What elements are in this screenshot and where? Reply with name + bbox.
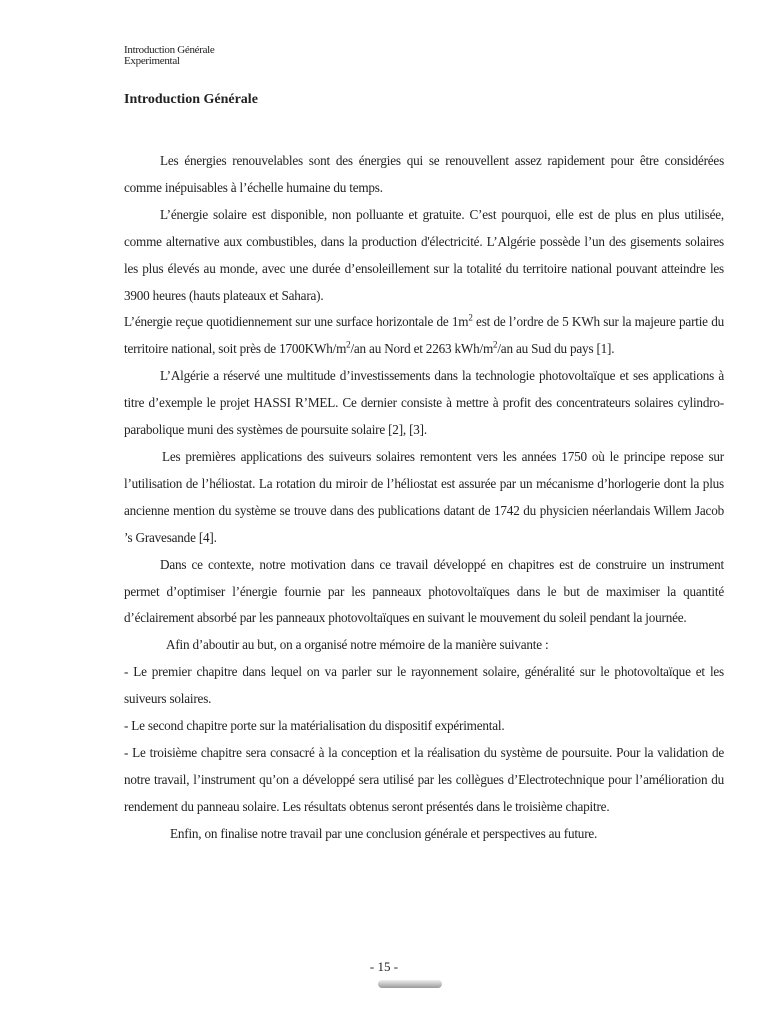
list-item-chapter-3: - Le troisième chapitre sera consacré à la conception et la réalisation du système de poursuite. Pour la validation de notre travail, l’instrument qu’on a développé sera utilisé par les collègues d’Electrotechnique pour l’amélioration du rendement du panneau solaire. Les résultats obtenus seront présentés dans le troisième chapitre. xyxy=(124,744,724,814)
energy-text-d: /an au Sud du pays [1]. xyxy=(497,341,615,357)
paragraph-solar-energy: L’énergie solaire est disponible, non polluante et gratuite. C’est pourquoi, elle est de plus en plus utilisée, comme alternative aux combustibles, dans la production d'électricité. L’Algérie possède l’un des gisements solaires les plus élevés au monde, avec une durée d’ensoleillement sur la totalité du territoire national pouvant atteindre les 3900 heures (hauts plateaux et Sahara). xyxy=(124,206,724,303)
paragraph-organization: Afin d’aboutir au but, on a organisé notre mémoire de la manière suivante : xyxy=(166,637,549,653)
energy-sup-b: 2 xyxy=(346,339,351,350)
paragraph-history: Les premières applications des suiveurs solaires remontent vers les années 1750 où le principe repose sur l’utilisation de l’héliostat. La rotation du miroir de l’héliostat est assurée par un mécanisme d’horlogerie dont la plus ancienne mention du système se trouve dans des publications datant de 1742 du physicien néerlandais Willem Jacob ’s Gravesande [4]. xyxy=(124,448,724,545)
paragraph-conclusion: Enfin, on finalise notre travail par une conclusion générale et perspectives au future. xyxy=(170,825,598,841)
page-number: - 15 - xyxy=(369,959,399,974)
energy-text-c: /an au Nord et 2263 kWh/m xyxy=(350,341,494,357)
footer-decoration-bar xyxy=(378,980,442,988)
paragraph-investments: L’Algérie a réservé une multitude d’investissements dans la technologie photovoltaïque et ses applications à titre d’exemple le projet HASSI R’MEL. Ce dernier consiste à mettre à profit des concentrateurs solaires cylindro-parabolique muni des systèmes de poursuite solaire [2], [3]. xyxy=(124,368,724,438)
list-item-chapter-2: - Le second chapitre porte sur la matérialisation du dispositif expérimental. xyxy=(124,718,505,734)
running-header xyxy=(124,45,424,67)
energy-text-a: L’énergie reçue quotidiennement sur une surface horizontale de 1m xyxy=(124,314,469,330)
paragraph-energy-received xyxy=(124,309,724,363)
running-header-line-1: Introduction Générale xyxy=(124,45,215,56)
energy-sup-c: 2 xyxy=(493,339,498,350)
running-header-line-2: Experimental xyxy=(124,55,180,67)
paragraph-renewables: Les énergies renouvelables sont des énergies qui se renouvellent assez rapidement pour être considérées comme inépuisables à l’échelle humaine du temps. xyxy=(124,153,724,195)
paragraph-motivation: Dans ce contexte, notre motivation dans ce travail développé en chapitres est de construire un instrument permet d’optimiser l’énergie fournie par les panneaux photovoltaïques dans le but de maximiser la quantité d’éclairement absorbé par les panneaux photovoltaïques en suivant le mouvement du soleil pendant la journée. xyxy=(124,556,724,626)
section-title: Introduction Générale xyxy=(124,92,258,107)
body-text xyxy=(124,148,724,848)
list-item-chapter-1: - Le premier chapitre dans lequel on va parler sur le rayonnement solaire, généralité sur le photovoltaïque et les suiveurs solaires. xyxy=(124,664,724,707)
energy-sup-a: 2 xyxy=(468,313,473,324)
page-footer xyxy=(0,958,768,976)
energy-text-b: est de l’ordre de 5 KWh sur la majeure partie du territoire national, soit près de 1700KWh/m xyxy=(124,314,724,357)
